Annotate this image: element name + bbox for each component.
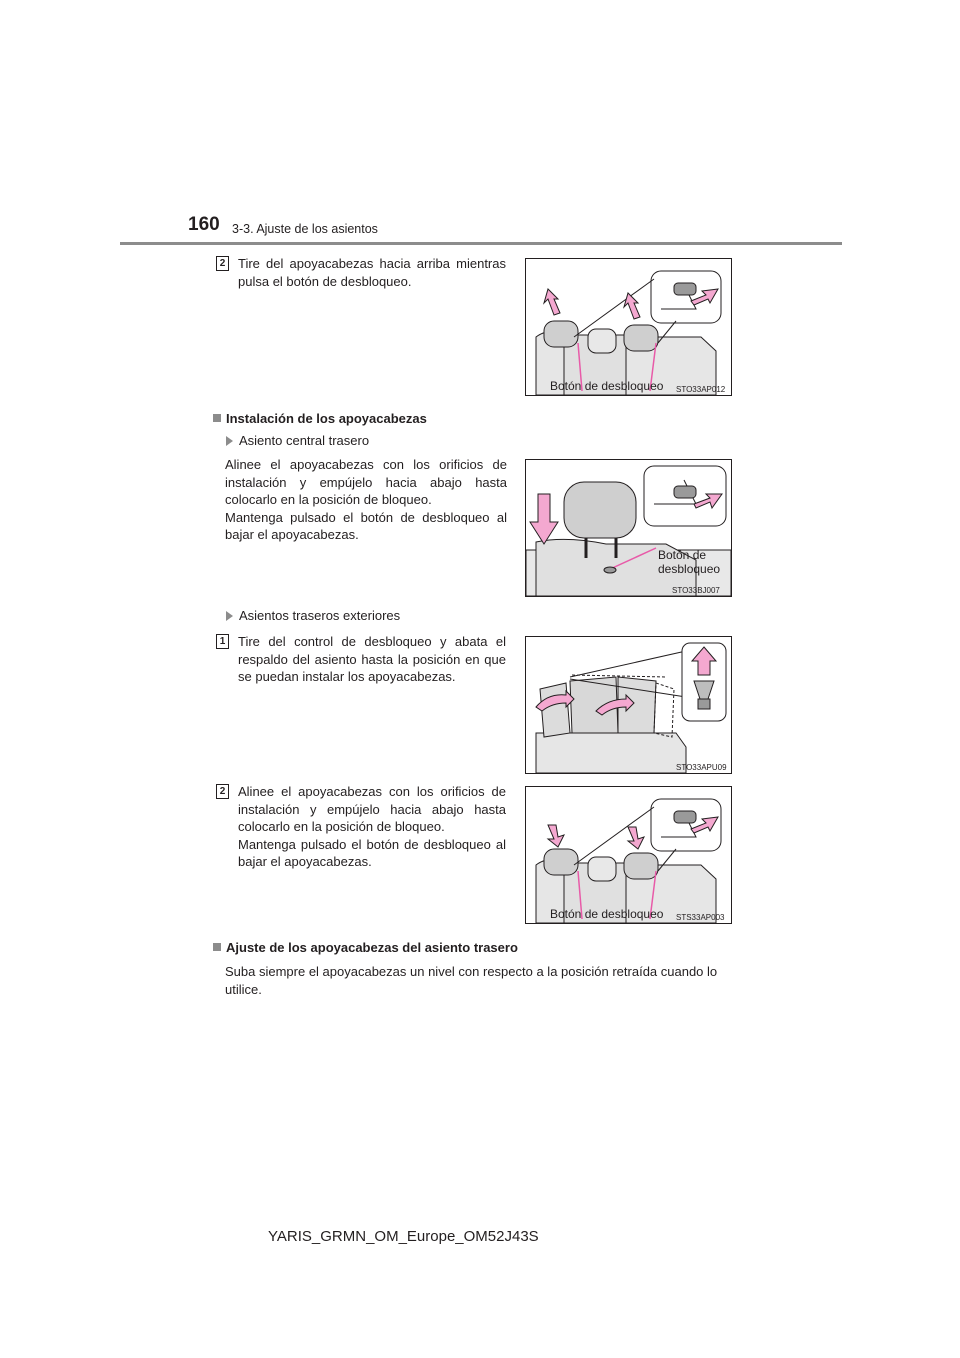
release-button-label-line1: Botón de: [658, 548, 707, 562]
figure-code: STO33APU09: [676, 763, 727, 772]
release-button-label: Botón de desbloqueo: [550, 379, 664, 393]
square-bullet-icon: [213, 414, 221, 422]
remove-headrest-illustration: [526, 259, 731, 395]
install-outer-headrest-illustration: [526, 787, 731, 923]
page-number: 160: [188, 214, 220, 235]
figure-center-headrest: [525, 459, 732, 597]
adjust-text: Suba siempre el apoyacabezas un nivel con respecto a la posición retraída cuando lo utilice.: [225, 964, 718, 997]
footer-doc-id: YARIS_GRMN_OM_Europe_OM52J43S: [268, 1228, 539, 1245]
release-button-label: Botón de desbloqueo: [550, 907, 664, 921]
subitem-outer-text: Asientos traseros exteriores: [239, 608, 401, 623]
subitem-outer-seats: [226, 608, 400, 623]
install-heading-text: Instalación de los apoyacabezas: [226, 411, 427, 426]
figure-remove-headrest: [525, 258, 732, 396]
install-heading: [213, 411, 427, 426]
adjust-heading: [213, 940, 518, 955]
triangle-bullet-icon: [226, 611, 233, 621]
section-title: 3-3. Ajuste de los asientos: [232, 222, 378, 236]
center-install-text: [225, 456, 507, 544]
step-badge-2: 2: [216, 784, 229, 799]
release-button-label-line2: desbloqueo: [658, 562, 721, 576]
outer-step1-text: Tire del control de desbloqueo y abata el respaldo del asiento hasta la posición en que se puedan instalar los apoyacabezas.: [238, 634, 506, 685]
subitem-center-text: Asiento central trasero: [239, 433, 370, 448]
figure-fold-seatback: [525, 636, 732, 774]
subitem-center-seat: [226, 433, 369, 448]
step-text: Tire del apoyacabezas hacia arriba mientras pulsa el botón de desbloqueo.: [238, 256, 506, 289]
square-bullet-icon: [213, 943, 221, 951]
figure-code: STO33AP012: [676, 385, 726, 394]
step-badge-2: 2: [216, 256, 229, 271]
step-badge-1: 1: [216, 634, 229, 649]
center-install-text-2: Mantenga pulsado el botón de desbloqueo al bajar el apoyacabezas.: [225, 509, 507, 543]
triangle-bullet-icon: [226, 436, 233, 446]
figure-code: STO33BJ007: [672, 586, 720, 595]
figure-code: STS33AP003: [676, 913, 725, 922]
outer-step2-text-2: Mantenga pulsado el botón de desbloqueo al bajar el apoyacabezas.: [238, 836, 506, 870]
release-button-label: [658, 548, 720, 576]
outer-step2-text: [238, 783, 506, 871]
center-install-text-1: Alinee el apoyacabezas con los orificios de instalación y empújelo hacia abajo hasta colocarlo en la posición de bloqueo.: [225, 457, 507, 508]
outer-step2-text-1: Alinee el apoyacabezas con los orificios de instalación y empújelo hacia abajo hasta colocarlo en la posición de bloqueo.: [238, 784, 506, 835]
fold-seatback-illustration: [526, 637, 731, 773]
figure-install-outer-headrest: [525, 786, 732, 924]
adjust-heading-text: Ajuste de los apoyacabezas del asiento trasero: [226, 940, 518, 955]
header-rule: [120, 242, 842, 245]
